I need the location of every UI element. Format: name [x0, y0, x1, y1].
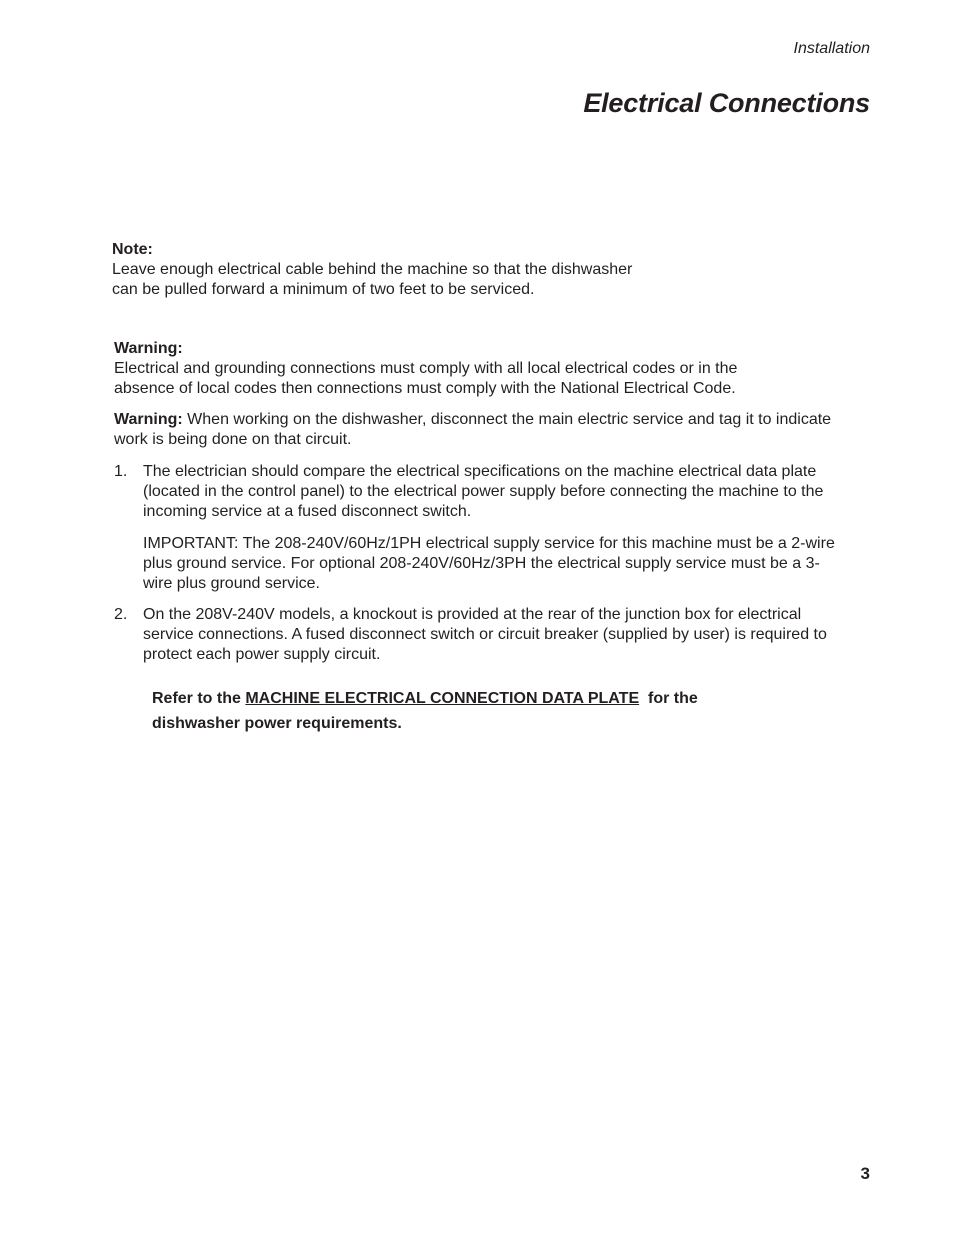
- note-line-1: Leave enough electrical cable behind the machine so that the dishwasher: [112, 261, 633, 278]
- note-block: [112, 240, 712, 300]
- warning-label: Warning:: [114, 340, 183, 357]
- data-plate-reference: MACHINE ELECTRICAL CONNECTION DATA PLATE: [245, 690, 640, 707]
- step-item: [114, 605, 838, 665]
- refer-prefix: Refer to the: [152, 690, 246, 707]
- step-number: 2.: [114, 606, 128, 623]
- step-number: 1.: [114, 463, 128, 480]
- refer-suffix: for the: [639, 690, 698, 707]
- warning-block-grounding: [114, 339, 834, 399]
- warning-label: Warning:: [114, 411, 183, 428]
- section-header: Installation: [793, 40, 870, 57]
- warning-line-2: absence of local codes then connections must comply with the National Electrical Code.: [114, 380, 736, 397]
- page-number: 3: [860, 1164, 870, 1183]
- warning-line-1: Electrical and grounding connections must comply with all local electrical codes or in the: [114, 360, 738, 377]
- note-label: Note:: [112, 241, 153, 258]
- important-note: IMPORTANT: The 208-240V/60Hz/1PH electrical supply service for this machine must be a 2-wire plus ground service. For optional 208-240V/60Hz/3PH the electrical supply service must be a 3-wire plus ground service.: [143, 535, 835, 592]
- step-item: [114, 462, 838, 594]
- warning-text: When working on the dishwasher, disconnect the main electric service and tag it to indicate work is being done on that circuit.: [114, 411, 832, 448]
- page-title: Electrical Connections: [583, 88, 870, 118]
- warning-block-disconnect: [114, 410, 834, 450]
- instruction-steps: [114, 462, 838, 676]
- step-text: On the 208V-240V models, a knockout is provided at the rear of the junction box for electrical service connections. A fused disconnect switch or circuit breaker (supplied by user) is required to protect each power supply circuit.: [143, 606, 827, 663]
- step-text: The electrician should compare the electrical specifications on the machine electrical data plate (located in the control panel) to the electrical power supply before connecting the machine to the incoming service at a fused disconnect switch.: [143, 463, 824, 520]
- refer-callout: [152, 686, 792, 736]
- refer-line-2: dishwasher power requirements.: [152, 715, 402, 732]
- note-line-2: can be pulled forward a minimum of two feet to be serviced.: [112, 281, 535, 298]
- refer-line-1: [152, 686, 792, 711]
